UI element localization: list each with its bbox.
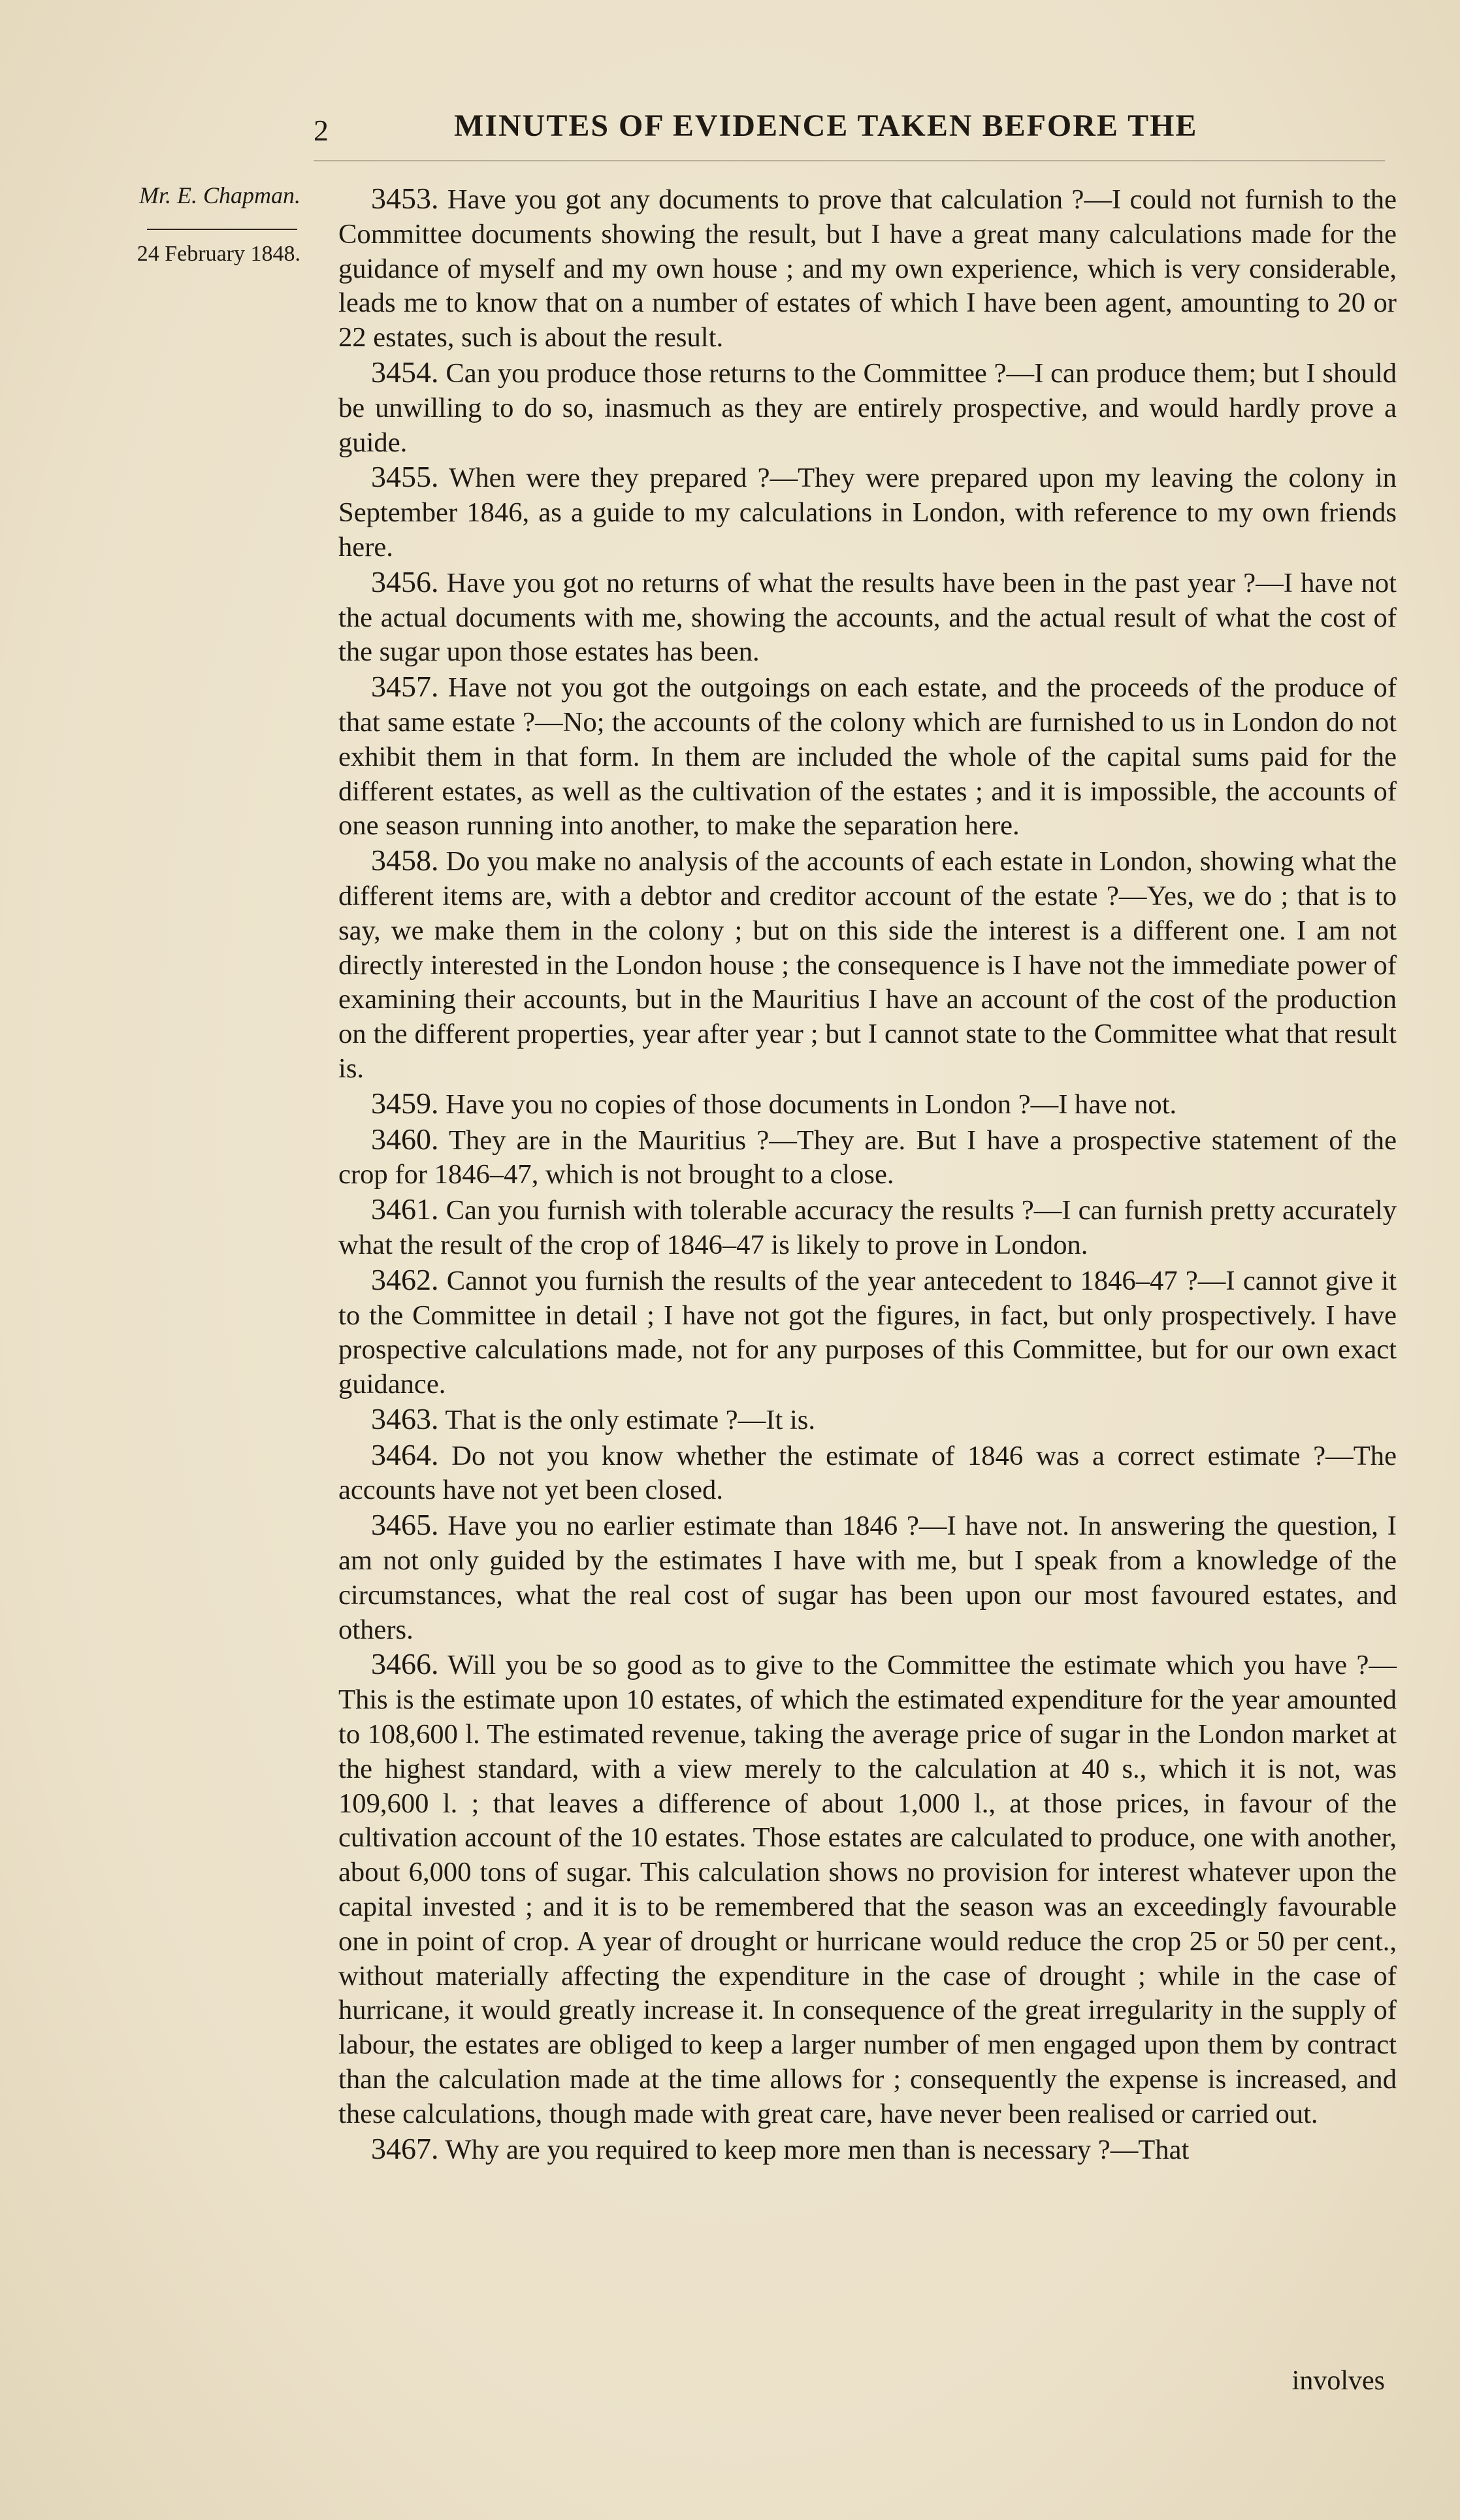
paragraph-3465 bbox=[338, 1508, 1397, 1647]
paragraph-3466 bbox=[338, 1647, 1397, 2131]
question-number: 3457. bbox=[371, 670, 439, 704]
margin-note bbox=[82, 182, 300, 267]
paragraph-3462 bbox=[338, 1263, 1397, 1402]
paragraph-text: Why are you required to keep more men than is necessary ?—That bbox=[445, 2134, 1190, 2165]
paragraph-text: Have you no earlier estimate than 1846 ?—I have not. In answering the question, I am not only guided by the estimates I have with me, but I speak from a knowledge of the circumstances, what the real cost of sugar has been upon our most favoured estates, and others. bbox=[338, 1511, 1397, 1645]
running-head: MINUTES OF EVIDENCE TAKEN BEFORE THE bbox=[454, 108, 1198, 143]
paragraph-3453 bbox=[338, 182, 1397, 355]
question-number: 3467. bbox=[371, 2131, 439, 2165]
question-number: 3465. bbox=[371, 1508, 439, 1542]
question-number: 3466. bbox=[371, 1647, 439, 1681]
paragraph-3463 bbox=[338, 1402, 1397, 1438]
question-number: 3454. bbox=[371, 355, 439, 389]
question-number: 3460. bbox=[371, 1122, 439, 1156]
paragraph-text: Have you got no returns of what the results have been in the past year ?—I have not the actual documents with me, showing the accounts, and the actual result of what the cost of the sugar upon those estates has been. bbox=[338, 567, 1397, 668]
paragraph-3460 bbox=[338, 1122, 1397, 1193]
paragraph-3461 bbox=[338, 1192, 1397, 1263]
paragraph-text: Will you be so good as to give to the Committee the estimate which you have ?—This is the estimate upon 10 estates, of which the estimated expenditure for the year amounted to 108,600 l. The estimated revenue, taking the average price of sugar in the London market at the highest standard, with a view merely to the calculation at 40 s., which it is not, was 109,600 l. ; that leaves a difference of about 1,000 l., at those prices, in favour of the cultivation account of the 10 estates. Those estates are calculated to produce, one with another, about 6,000 tons of sugar. This calculation shows no provision for interest whatever upon the capital invested ; and it is to be remembered that the season was an exceedingly favourable one in point of crop. A year of drought or hurricane would reduce the crop 25 or 50 per cent., without materially affecting the expenditure in the case of drought ; while in the case of hurricane, it would greatly increase it. In consequence of the great irregularity in the supply of labour, the estates are obliged to keep a larger number of men engaged upon them by contract than the calculation made at the time allows for ; consequently the expense is increased, and these calculations, though made with great care, have never been realised or carried out. bbox=[338, 1650, 1397, 2129]
paragraph-3456 bbox=[338, 565, 1397, 670]
paragraph-text: Have you got any documents to prove that calculation ?—I could not furnish to the Committee documents showing the result, but I have a great many calculations made for the guidance of myself and my own house ; and my own experience, which is very considerable, leads me to know that on a number of estates of which I have been agent, amounting to 20 or 22 estates, such is about the result. bbox=[338, 184, 1397, 353]
question-number: 3456. bbox=[371, 565, 439, 598]
paragraph-3454 bbox=[338, 355, 1397, 460]
paragraph-3457 bbox=[338, 670, 1397, 843]
witness-name: Mr. E. Chapman. bbox=[138, 182, 300, 208]
paragraph-text: Have you no copies of those documents in London ?—I have not. bbox=[446, 1088, 1177, 1120]
question-number: 3453. bbox=[371, 182, 439, 215]
question-number: 3463. bbox=[371, 1401, 439, 1435]
paragraph-text: Can you produce those returns to the Committee ?—I can produce them; but I should be unwilling to do so, inasmuch as they are entirely prospective, and would hardly prove a guide. bbox=[338, 357, 1397, 458]
question-number: 3464. bbox=[371, 1437, 439, 1471]
paragraph-3464 bbox=[338, 1438, 1397, 1509]
page-header bbox=[314, 108, 1385, 160]
margin-rule bbox=[147, 229, 297, 230]
header-rule bbox=[314, 160, 1385, 161]
catchword: involves bbox=[1291, 2366, 1385, 2396]
margin-date: 24 February 1848. bbox=[137, 242, 300, 266]
paragraph-3467 bbox=[338, 2132, 1397, 2168]
paragraph-text: Have not you got the outgoings on each estate, and the proceeds of the produce of that same estate ?—No; the accounts of the colony which are furnished to us in London do not exhibit them in that form. In them are included the whole of the capital sums paid for the different estates, as well as the cultivation of the estates ; and it is impossible, the accounts of one season running into another, to make the separation here. bbox=[338, 672, 1397, 842]
paragraph-text: Can you furnish with tolerable accuracy the results ?—I can furnish pretty accurately what the result of the crop of 1846–47 is likely to prove in London. bbox=[338, 1195, 1397, 1260]
question-number: 3462. bbox=[371, 1262, 439, 1296]
minutes-body bbox=[338, 182, 1397, 2167]
page-number: 2 bbox=[314, 114, 329, 147]
question-number: 3458. bbox=[371, 843, 439, 877]
paragraph-3455 bbox=[338, 460, 1397, 565]
paragraph-text: That is the only estimate ?—It is. bbox=[445, 1404, 816, 1435]
paragraph-text: When were they prepared ?—They were prepared upon my leaving the colony in September 1846, as a guide to my calculations in London, with reference to my own friends here. bbox=[338, 463, 1397, 563]
paragraph-3458 bbox=[338, 843, 1397, 1087]
paragraph-text: Do not you know whether the estimate of 1846 was a correct estimate ?—The accounts have not yet been closed. bbox=[338, 1440, 1397, 1506]
question-number: 3461. bbox=[371, 1192, 439, 1226]
paragraph-text: They are in the Mauritius ?—They are. But I have a prospective statement of the crop for 1846–47, which is not brought to a close. bbox=[338, 1124, 1397, 1190]
paragraph-3459 bbox=[338, 1087, 1397, 1122]
question-number: 3455. bbox=[371, 460, 439, 494]
question-number: 3459. bbox=[371, 1086, 439, 1120]
paragraph-text: Cannot you furnish the results of the year antecedent to 1846–47 ?—I cannot give it to the Committee in detail ; I have not got the figures, in fact, but only prospectively. I have prospective calculations made, not for any purposes of this Committee, but for our own exact guidance. bbox=[338, 1265, 1397, 1400]
paragraph-text: Do you make no analysis of the accounts of each estate in London, showing what the different items are, with a debtor and creditor account of the estate ?—Yes, we do ; that is to say, we make them in the colony ; but on this side the interest is a different one. I am not directly interested in the London house ; the consequence is I have not the immediate power of examining their accounts, but in the Mauritius I have an account of the cost of the production on the different properties, year after year ; but I cannot state to the Committee what that result is. bbox=[338, 846, 1397, 1084]
